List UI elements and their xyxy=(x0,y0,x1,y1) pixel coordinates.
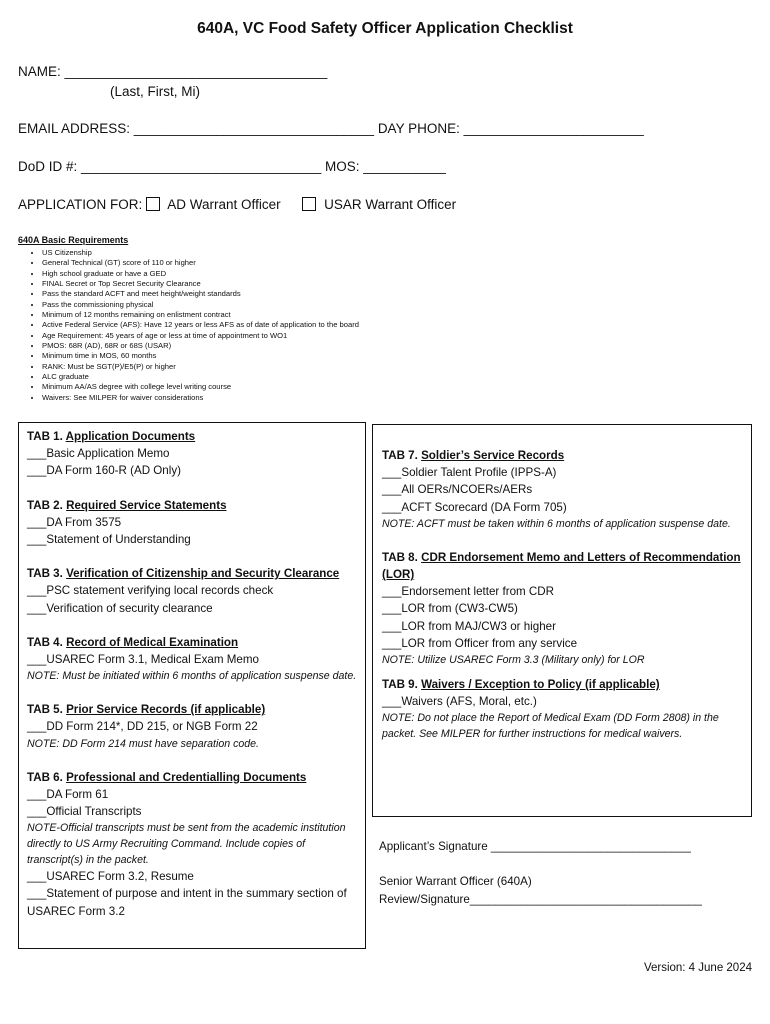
applicant-signature-field[interactable]: Applicant’s Signature _______________________________ xyxy=(379,840,691,853)
checklist-item[interactable]: ___PSC statement verifying local records check xyxy=(27,584,274,598)
email-field[interactable]: EMAIL ADDRESS: ________________________________ xyxy=(18,121,375,136)
list-item: • ALC graduate xyxy=(42,372,359,382)
list-item: • Minimum of 12 months remaining on enlistment contract xyxy=(42,310,359,320)
checklist-item[interactable]: ___ACFT Scorecard (DA Form 705) xyxy=(382,500,567,514)
usar-option-label: USAR Warrant Officer xyxy=(324,197,457,212)
right-checklist xyxy=(382,447,744,742)
mos-field[interactable]: MOS: ___________ xyxy=(325,159,446,174)
version-label: Version: 4 June 2024 xyxy=(643,962,752,974)
checklist-item[interactable]: ___Basic Application Memo xyxy=(27,447,170,461)
application-for-row xyxy=(18,197,456,212)
list-item: • Active Federal Service (AFS): Have 12 years or less AFS as of date of application to the board xyxy=(42,320,359,330)
usar-checkbox[interactable] xyxy=(302,197,316,211)
checklist-item[interactable]: ___DD Form 214*, DD 215, or NGB Form 22 xyxy=(27,720,258,734)
checklist-item[interactable]: ___Soldier Talent Profile (IPPS-A) xyxy=(382,466,557,480)
email-row xyxy=(18,121,644,136)
checklist-item[interactable]: ___LOR from (CW3-CW5) xyxy=(382,602,518,616)
tab5-note: NOTE: DD Form 214 must have separation code. xyxy=(27,737,259,750)
dod-id-field[interactable]: DoD ID #: ________________________________ xyxy=(18,159,322,174)
tab4-note: NOTE: Must be initiated within 6 months of application suspense date. xyxy=(27,670,357,683)
tab5-heading: TAB 5. Prior Service Records (if applicable) xyxy=(27,703,266,717)
requirements-list xyxy=(18,248,359,403)
checklist-item[interactable]: ___All OERs/NCOERs/AERs xyxy=(382,483,533,497)
checklist-item[interactable]: ___Verification of security clearance xyxy=(27,601,213,615)
checklist-item[interactable]: ___USAREC Form 3.1, Medical Exam Memo xyxy=(27,653,259,667)
checklist-item[interactable]: ___LOR from MAJ/CW3 or higher xyxy=(382,619,556,633)
checklist-item[interactable]: ___Official Transcripts xyxy=(27,805,142,819)
list-item: • RANK: Must be SGT(P)/E5(P) or higher xyxy=(42,362,359,372)
list-item: • Minimum time in MOS, 60 months xyxy=(42,351,359,361)
day-phone-field[interactable]: DAY PHONE: ________________________ xyxy=(377,121,644,136)
checklist-item[interactable]: ___Statement of purpose and intent in the summary section of USAREC Form 3.2 xyxy=(27,887,347,918)
checklist-item[interactable]: ___Statement of Understanding xyxy=(27,533,191,547)
tab9-heading: TAB 9. Waivers / Exception to Policy (if applicable) xyxy=(382,678,660,692)
tab8-note: NOTE: Utilize USAREC Form 3.3 (Military only) for LOR xyxy=(382,654,645,667)
tab8-heading: TAB 8. CDR Endorsement Memo and Letters of Recommendation (LOR) xyxy=(382,550,741,582)
tab2-heading: TAB 2. Required Service Statements xyxy=(27,498,227,512)
senior-wo-signature-field[interactable]: Review/Signature____________________________________ xyxy=(379,893,702,906)
checklist-item[interactable]: ___Endorsement letter from CDR xyxy=(382,585,555,599)
checklist-item[interactable]: ___USAREC Form 3.2, Resume xyxy=(27,870,194,884)
list-item: • General Technical (GT) score of 110 or higher xyxy=(42,258,359,268)
ad-checkbox[interactable] xyxy=(146,197,160,211)
senior-wo-label: Senior Warrant Officer (640A) xyxy=(379,875,532,888)
tab4-heading: TAB 4. Record of Medical Examination xyxy=(27,635,239,649)
list-item: • Waivers: See MILPER for waiver considerations xyxy=(42,393,359,403)
tab3-heading: TAB 3. Verification of Citizenship and Security Clearance xyxy=(27,567,340,581)
checklist-item[interactable]: ___DA Form 160-R (AD Only) xyxy=(27,464,181,478)
tab7-note: NOTE: ACFT must be taken within 6 months of application suspense date. xyxy=(382,517,731,530)
list-item: • Pass the commissioning physical xyxy=(42,300,359,310)
checklist-item[interactable]: ___DA From 3575 xyxy=(27,515,122,529)
id-row xyxy=(18,159,446,174)
name-hint: (Last, First, Mi) xyxy=(110,84,200,99)
tab6-note: NOTE-Official transcripts must be sent from the academic institution directly to US Army Recruiting Command. Include copies of transcript(s) in the packet. xyxy=(27,822,346,867)
application-for-label: APPLICATION FOR: xyxy=(18,197,143,212)
list-item: • High school graduate or have a GED xyxy=(42,269,359,279)
list-item: • Minimum AA/AS degree with college level writing course xyxy=(42,382,359,392)
tab9-note: NOTE: Do not place the Report of Medical Exam (DD Form 2808) in the packet. See MILPER for further instructions for medical waivers. xyxy=(382,712,719,741)
tab1-heading: TAB 1. Application Documents xyxy=(27,430,196,443)
checklist-item[interactable]: ___Waivers (AFS, Moral, etc.) xyxy=(382,695,537,709)
tab6-heading: TAB 6. Professional and Credentialling Documents xyxy=(27,770,307,784)
tab7-heading: TAB 7. Soldier’s Service Records xyxy=(382,449,565,462)
page-title: 640A, VC Food Safety Officer Application Checklist xyxy=(197,20,573,37)
list-item: • US Citizenship xyxy=(42,248,359,258)
left-checklist xyxy=(27,428,359,920)
requirements-heading: 640A Basic Requirements xyxy=(18,235,129,245)
ad-option-label: AD Warrant Officer xyxy=(167,197,281,212)
checklist-item[interactable]: ___LOR from Officer from any service xyxy=(382,636,578,650)
list-item: • PMOS: 68R (AD), 68R or 68S (USAR) xyxy=(42,341,359,351)
checklist-item[interactable]: ___DA Form 61 xyxy=(27,787,109,801)
list-item: • Age Requirement: 45 years of age or less at time of appointment to WO1 xyxy=(42,331,359,341)
name-field[interactable]: NAME: ___________________________________ xyxy=(18,64,328,79)
list-item: • FINAL Secret or Top Secret Security Clearance xyxy=(42,279,359,289)
list-item: • Pass the standard ACFT and meet height/weight standards xyxy=(42,289,359,299)
